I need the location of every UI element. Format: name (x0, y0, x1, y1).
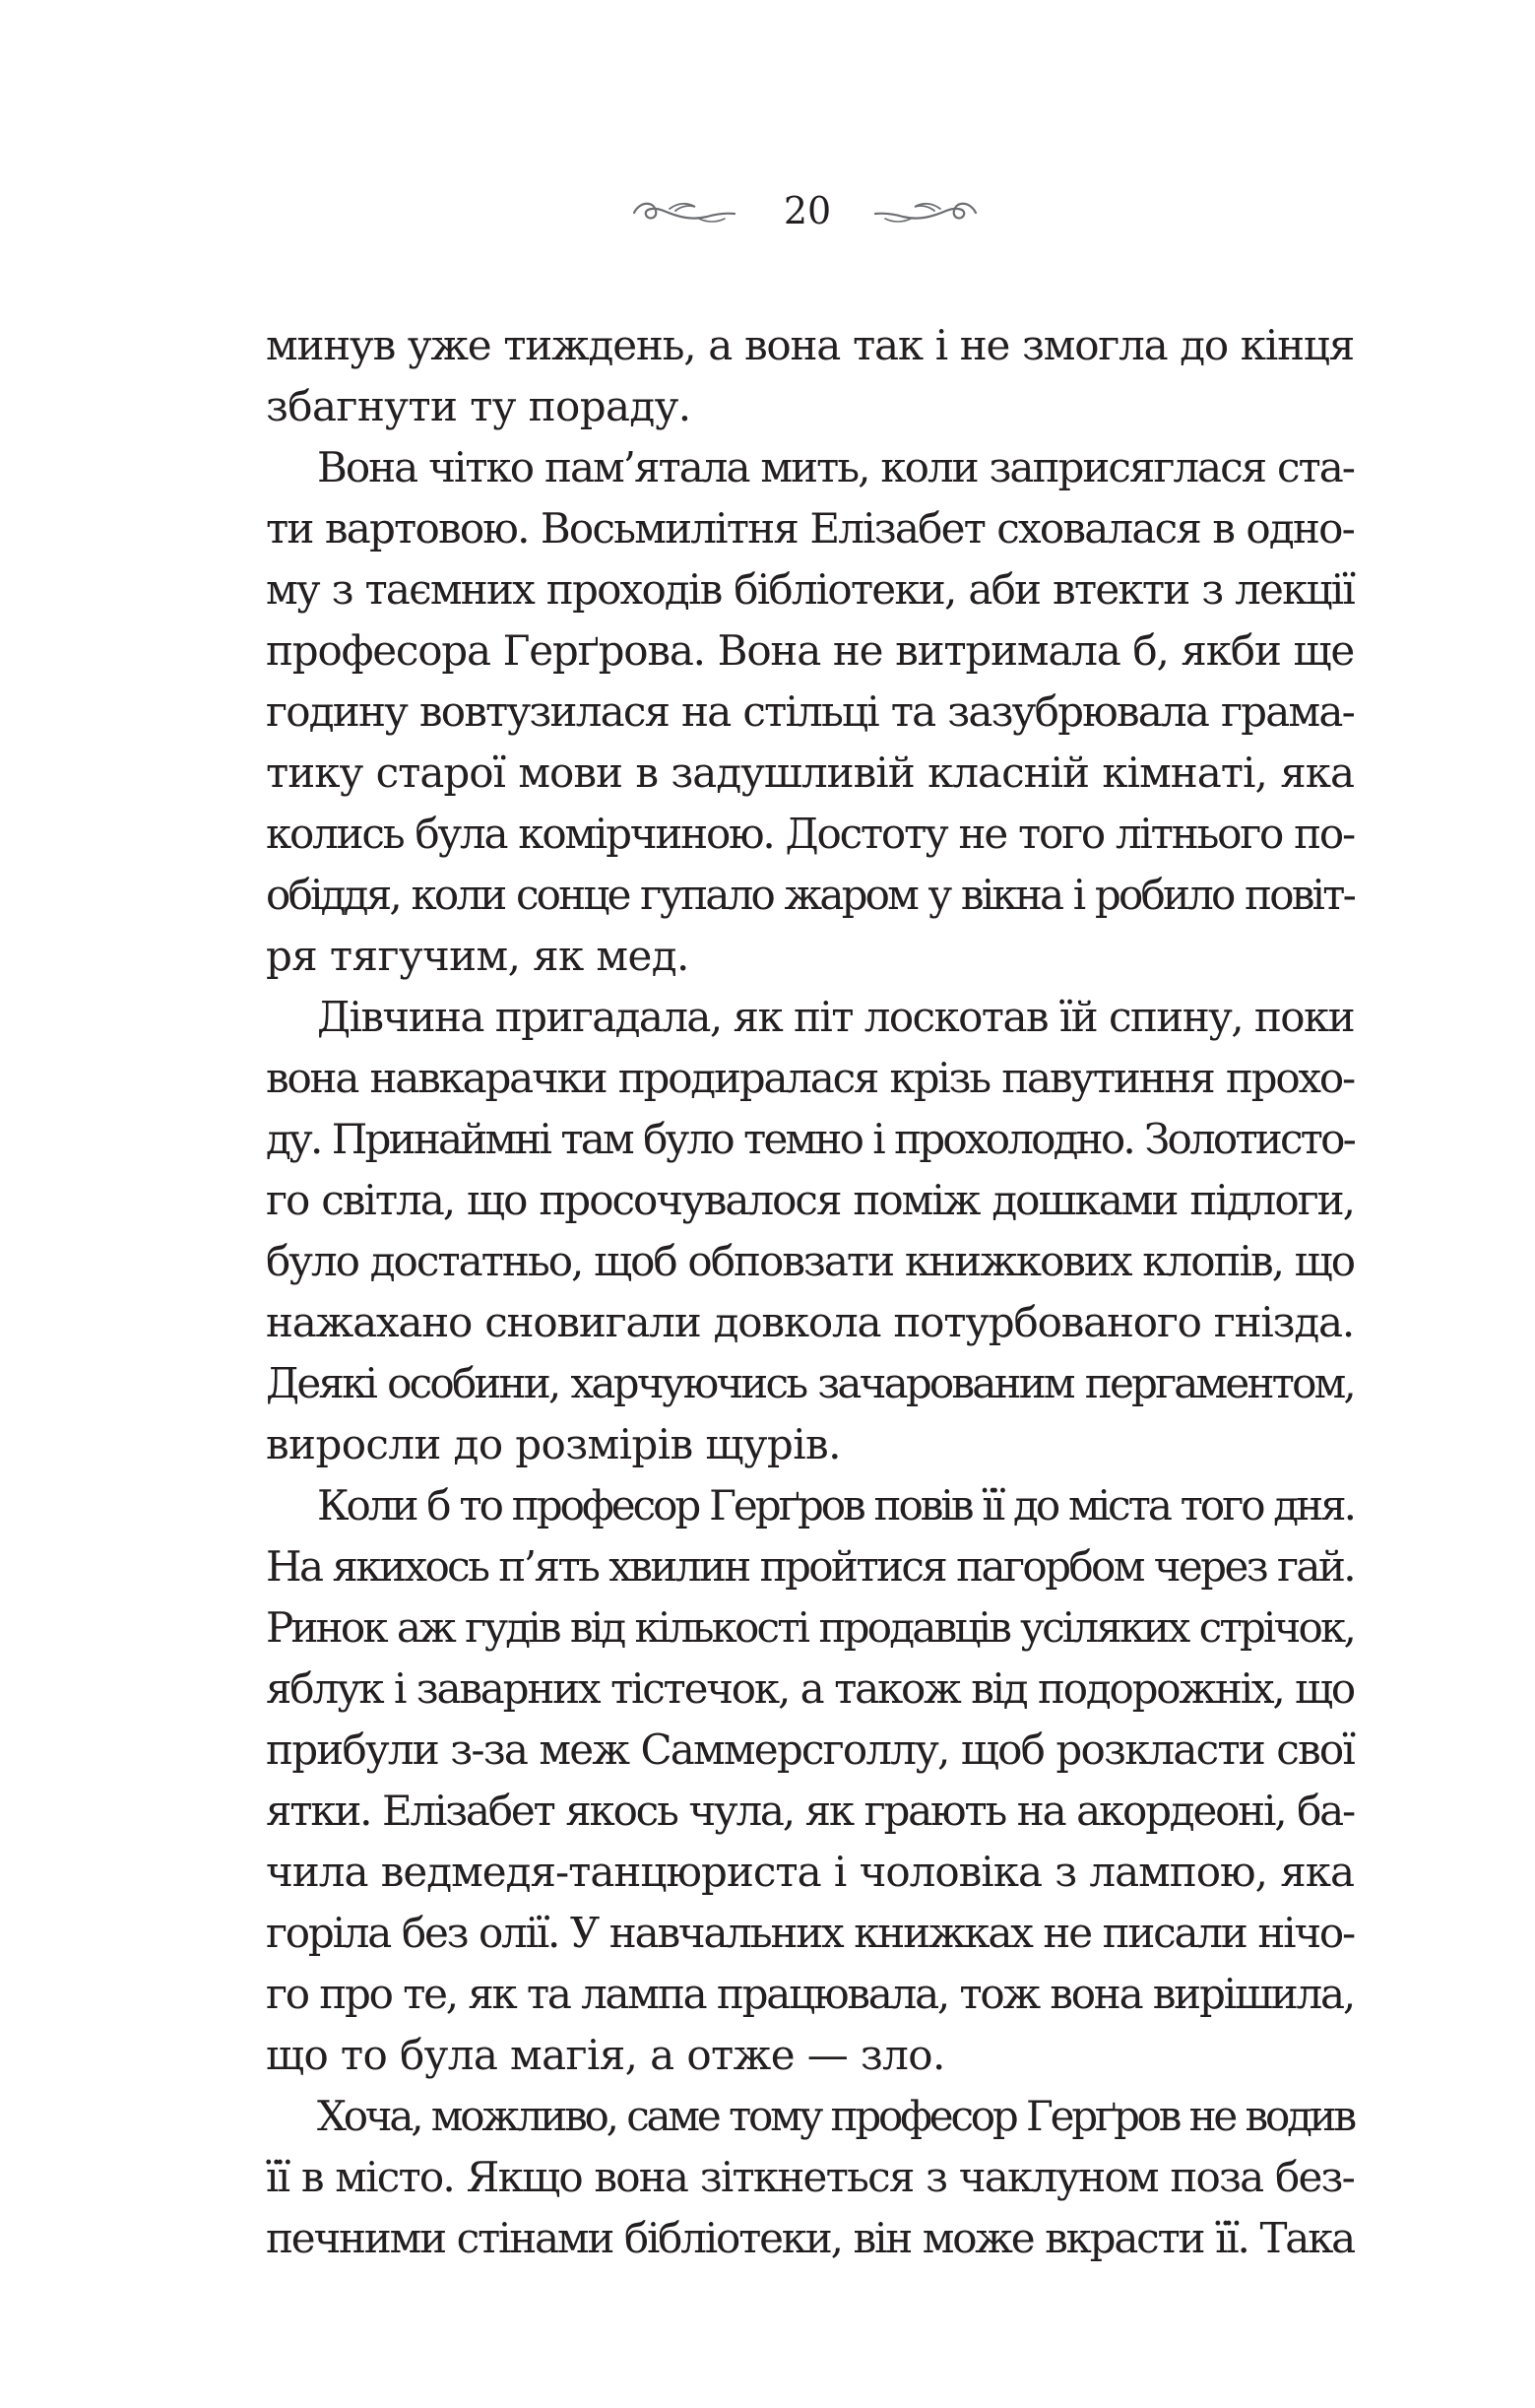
text-line: професора Герґрова. Вона не витримала б, якби ще (266, 626, 1354, 675)
text-line: горіла без олії. У навчальних книжках не писали нічо- (266, 1909, 1354, 1957)
text-line: обіддя, коли сонце гупало жаром у вікна і робило повіт- (266, 871, 1354, 919)
text-line: збагнути ту пораду. (266, 382, 691, 430)
text-line: го про те, як та лампа працювала, тож вона вирішила, (266, 1970, 1354, 2018)
text-line: минув уже тиждень, а вона так і не змогла до кінця (266, 321, 1354, 369)
text-line: годину вовтузилася на стільці та зазубрювала грама- (266, 687, 1354, 736)
text-line: На якихось п’ять хвилин пройтися пагорбом через гай. (266, 1542, 1354, 1591)
right-flourish-icon (871, 193, 980, 228)
text-line: печними стінами бібліотеки, він може вкрасти її. Така (266, 2214, 1354, 2262)
text-line: ти вартовою. Восьмилітня Елізабет сховалася в одно- (266, 504, 1354, 553)
page-header (0, 187, 1535, 256)
text-line: вона навкарачки продиралася крізь павутиння прохо- (266, 1054, 1354, 1102)
body-text (266, 315, 1354, 2269)
paragraph-first-line: Вона чітко пам’ятала мить, коли заприсяглася ста- (317, 443, 1354, 491)
text-line: тику старої мови в задушливій класній кімнаті, яка (266, 748, 1354, 797)
text-line: Деякі особини, харчуючись зачарованим пергаментом, (266, 1359, 1354, 1407)
paragraph-first-line: Коли б то професор Герґров повів її до міста того дня. (317, 1481, 1354, 1529)
text-line: го світла, що просочувалося поміж дошками підлоги, (266, 1176, 1354, 1224)
text-line: що то була магія, а отже — зло. (266, 2031, 945, 2079)
text-line: ятки. Елізабет якось чула, як грають на акордеоні, ба- (266, 1787, 1354, 1835)
text-line: Ринок аж гудів від кількості продавців усіляких стрічок, (266, 1603, 1354, 1652)
text-line: му з таємних проходів бібліотеки, аби втекти з лекції (266, 565, 1354, 614)
text-line: яблук і заварних тістечок, а також від подорожніх, що (266, 1664, 1354, 1713)
left-flourish-icon (630, 193, 738, 228)
text-line: чила ведмедя-танцюриста і чоловіка з лампою, яка (266, 1848, 1354, 1896)
text-line: прибули з-за меж Саммерсголлу, щоб розкласти свої (266, 1725, 1354, 1774)
text-line: виросли до розмірів щурів. (266, 1420, 841, 1468)
text-line: ря тягучим, як мед. (266, 932, 689, 980)
page-number: 20 (783, 189, 832, 232)
text-line: її в місто. Якщо вона зіткнеться з чаклуном поза без- (266, 2153, 1354, 2201)
paragraph-first-line: Дівчина пригадала, як піт лоскотав їй спину, поки (317, 993, 1354, 1041)
text-line: нажахано сновигали довкола потурбованого гнізда. (266, 1298, 1354, 1346)
text-line: колись була комірчиною. Достоту не того літнього по- (266, 810, 1354, 858)
paragraph-first-line: Хоча, можливо, саме тому професор Герґров не водив (317, 2092, 1354, 2140)
text-line: ду. Принаймні там було темно і прохолодно. Золотисто- (266, 1115, 1354, 1163)
text-line: було достатньо, щоб обповзати книжкових клопів, що (266, 1237, 1354, 1285)
